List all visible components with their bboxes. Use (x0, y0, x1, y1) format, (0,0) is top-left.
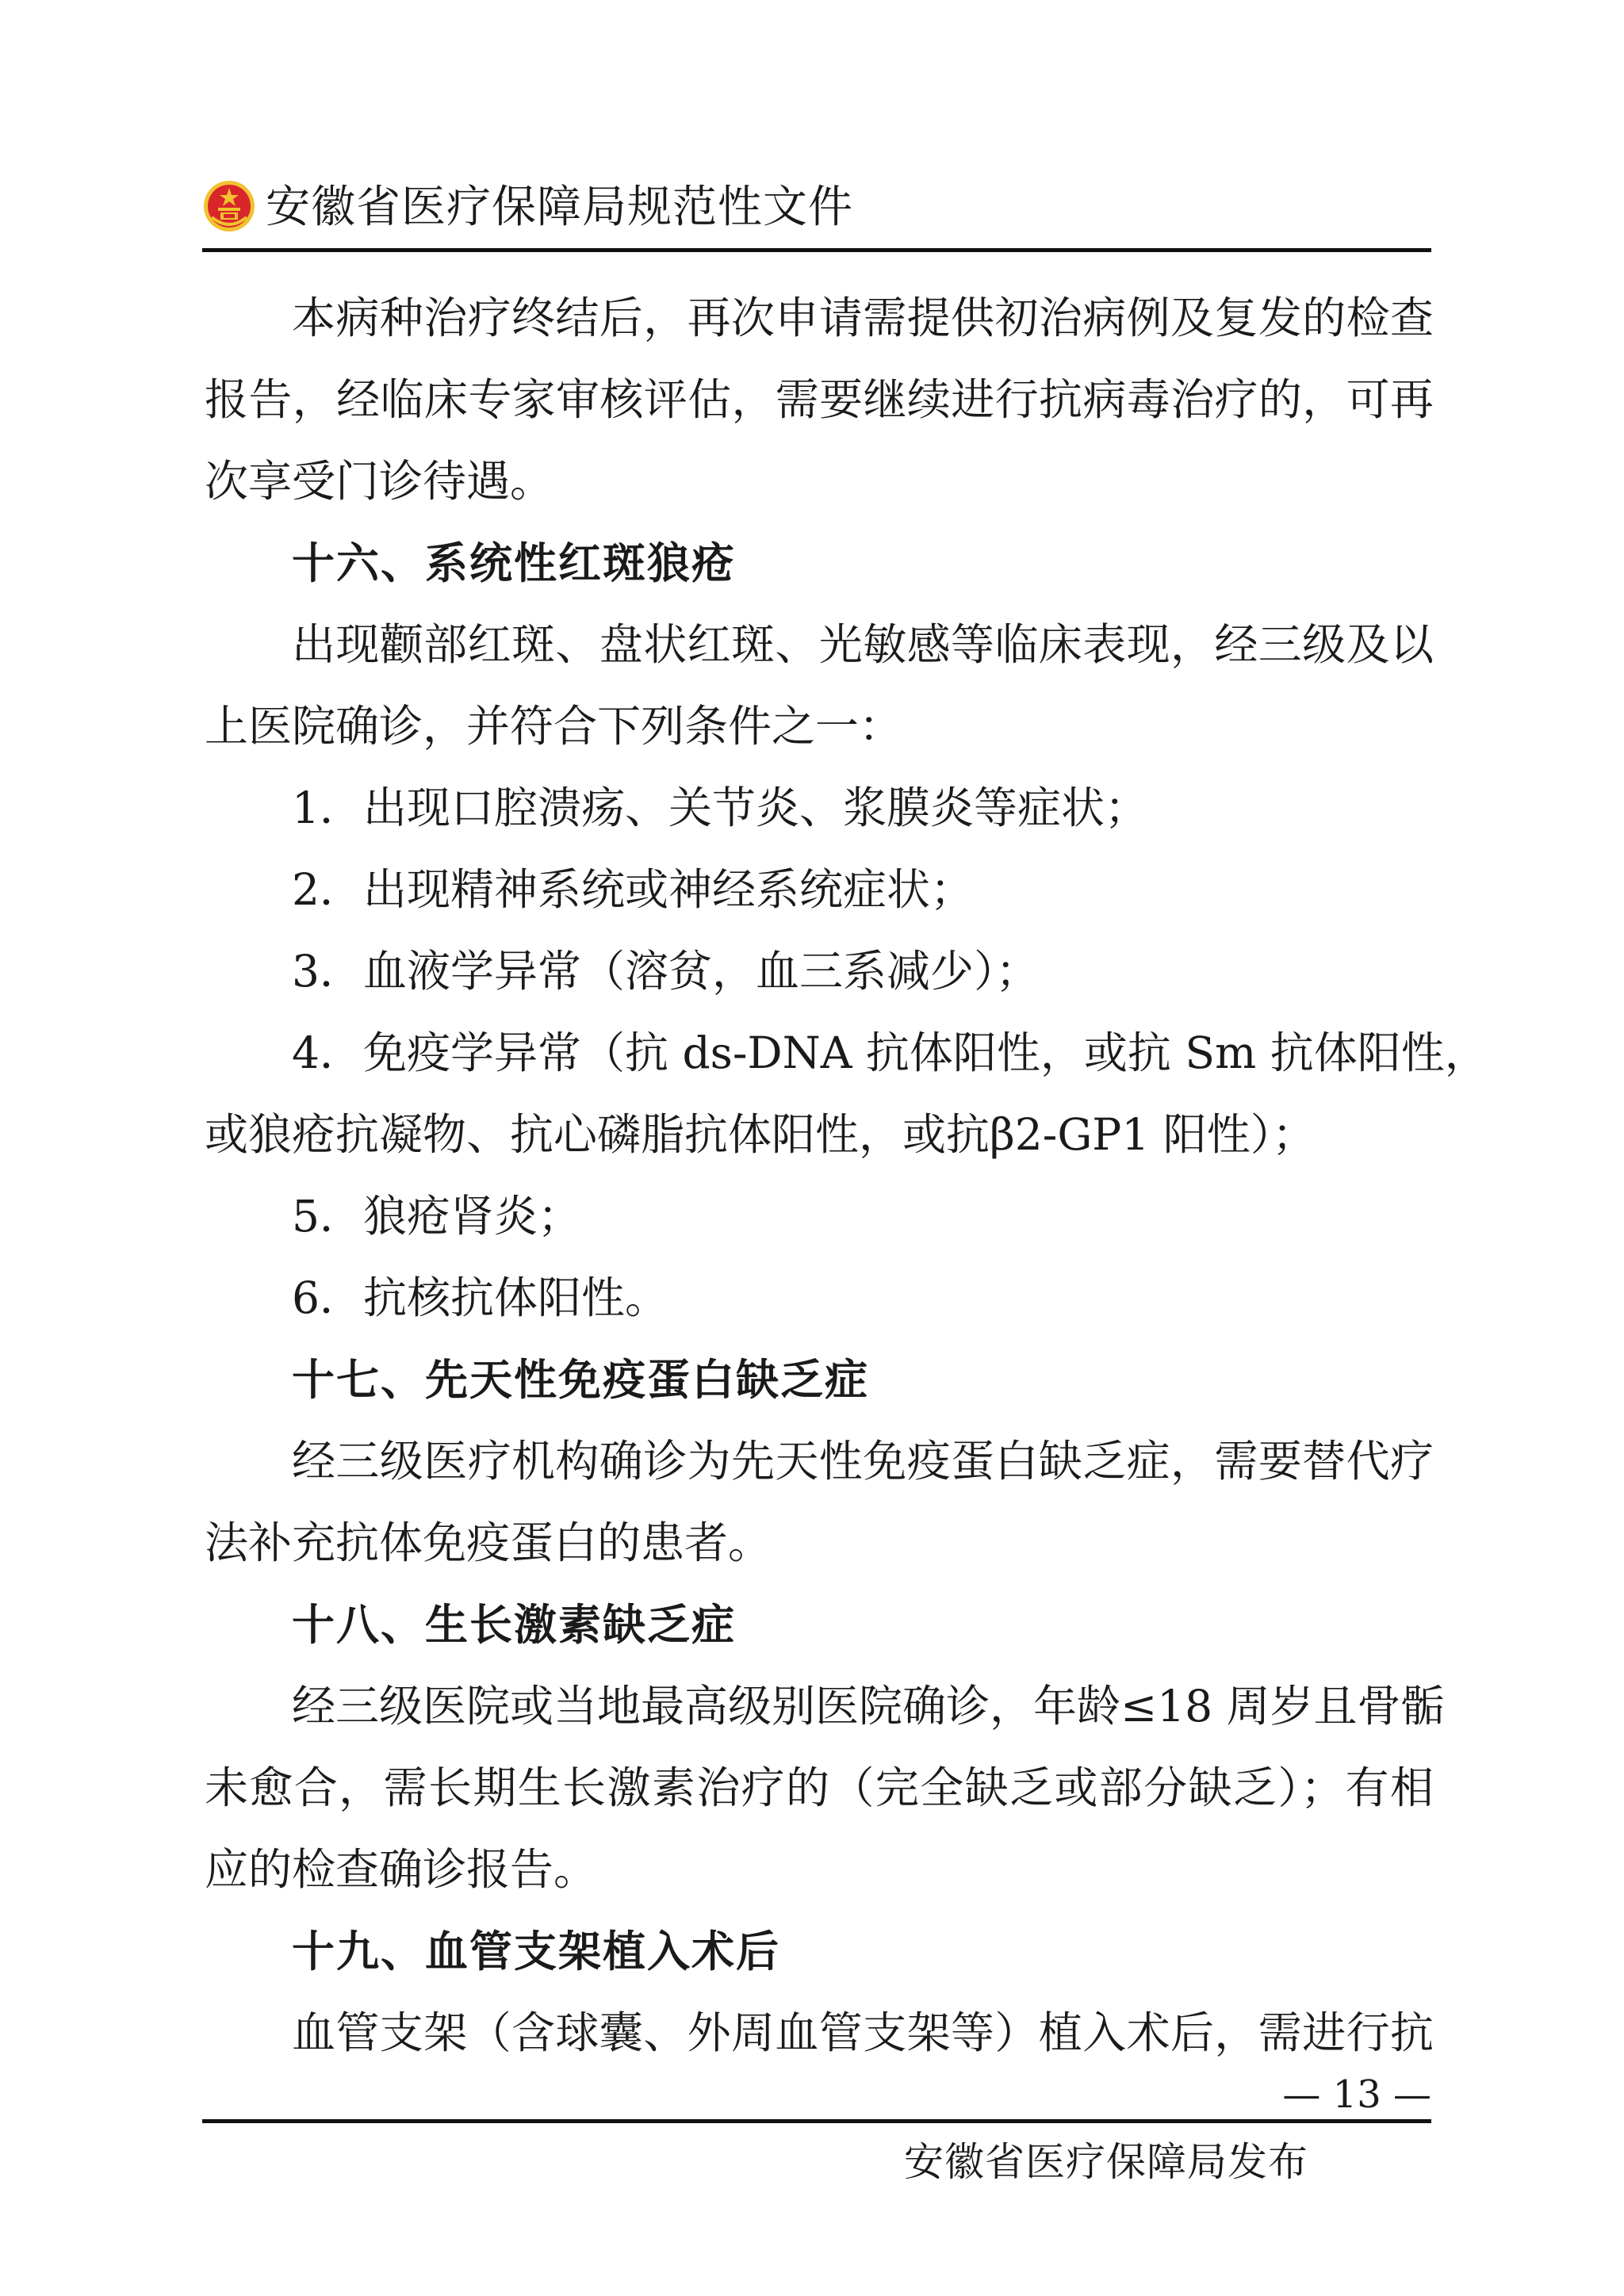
paragraph-line: 应的检查确诊报告。 (205, 1844, 598, 1895)
paragraph-line: 出现颧部红斑、盘状红斑、光敏感等临床表现，经三级及以 (292, 619, 1434, 670)
section-heading: 十九、血管支架植入术后 (292, 1927, 780, 1976)
section-heading: 十六、系统性红斑狼疮 (292, 538, 736, 588)
paragraph-line: 法补充抗体免疫蛋白的患者。 (205, 1517, 772, 1568)
paragraph-line: 或狼疮抗凝物、抗心磷脂抗体阳性，或抗β2-GP1 阳性）； (205, 1109, 1316, 1160)
header-title: 安徽省医疗保障局规范性文件 (266, 182, 853, 233)
paragraph-line: 报告，经临床专家审核评估，需要继续进行抗病毒治疗的，可再 (205, 374, 1434, 425)
section-heading: 十七、先天性免疫蛋白缺乏症 (292, 1355, 869, 1405)
list-item: 1．出现口腔溃疡、关节炎、浆膜炎等症状； (292, 783, 1148, 833)
paragraph-line: 血管支架（含球囊、外周血管支架等）植入术后，需进行抗 (292, 2007, 1434, 2058)
list-item: 3．血液学异常（溶贫，血三系减少）； (292, 946, 1040, 997)
page-number: — 13 — (1282, 2072, 1431, 2117)
list-item: 2．出现精神系统或神经系统症状； (292, 864, 974, 915)
paragraph-line: 未愈合，需长期生长激素治疗的（完全缺乏或部分缺乏）；有相 (205, 1762, 1434, 1813)
paragraph-line: 经三级医疗机构确诊为先天性免疫蛋白缺乏症，需要替代疗 (292, 1436, 1434, 1487)
paragraph-line: 4．免疫学异常（抗 ds-DNA 抗体阳性，或抗 Sm 抗体阳性， (292, 1027, 1488, 1078)
paragraph-line: 经三级医院或当地最高级别医院确诊，年龄≤18 周岁且骨骺 (292, 1681, 1445, 1732)
paragraph-line: 本病种治疗终结后，再次申请需提供初治病例及复发的检查 (292, 293, 1434, 343)
document-body (205, 277, 1488, 2074)
header-divider (202, 248, 1431, 252)
paragraph-line: 上医院确诊，并符合下列条件之一： (205, 701, 903, 752)
paragraph-line: 次享受门诊待遇。 (205, 456, 554, 507)
list-item: 5．狼疮肾炎； (292, 1191, 581, 1242)
section-heading: 十八、生长激素缺乏症 (292, 1600, 736, 1650)
list-item: 6．抗核抗体阳性。 (292, 1272, 668, 1323)
footer-publisher: 安徽省医疗保障局发布 (904, 2139, 1308, 2185)
national-emblem-icon (202, 179, 256, 233)
footer-divider (202, 2119, 1431, 2123)
document-header (202, 176, 1431, 247)
